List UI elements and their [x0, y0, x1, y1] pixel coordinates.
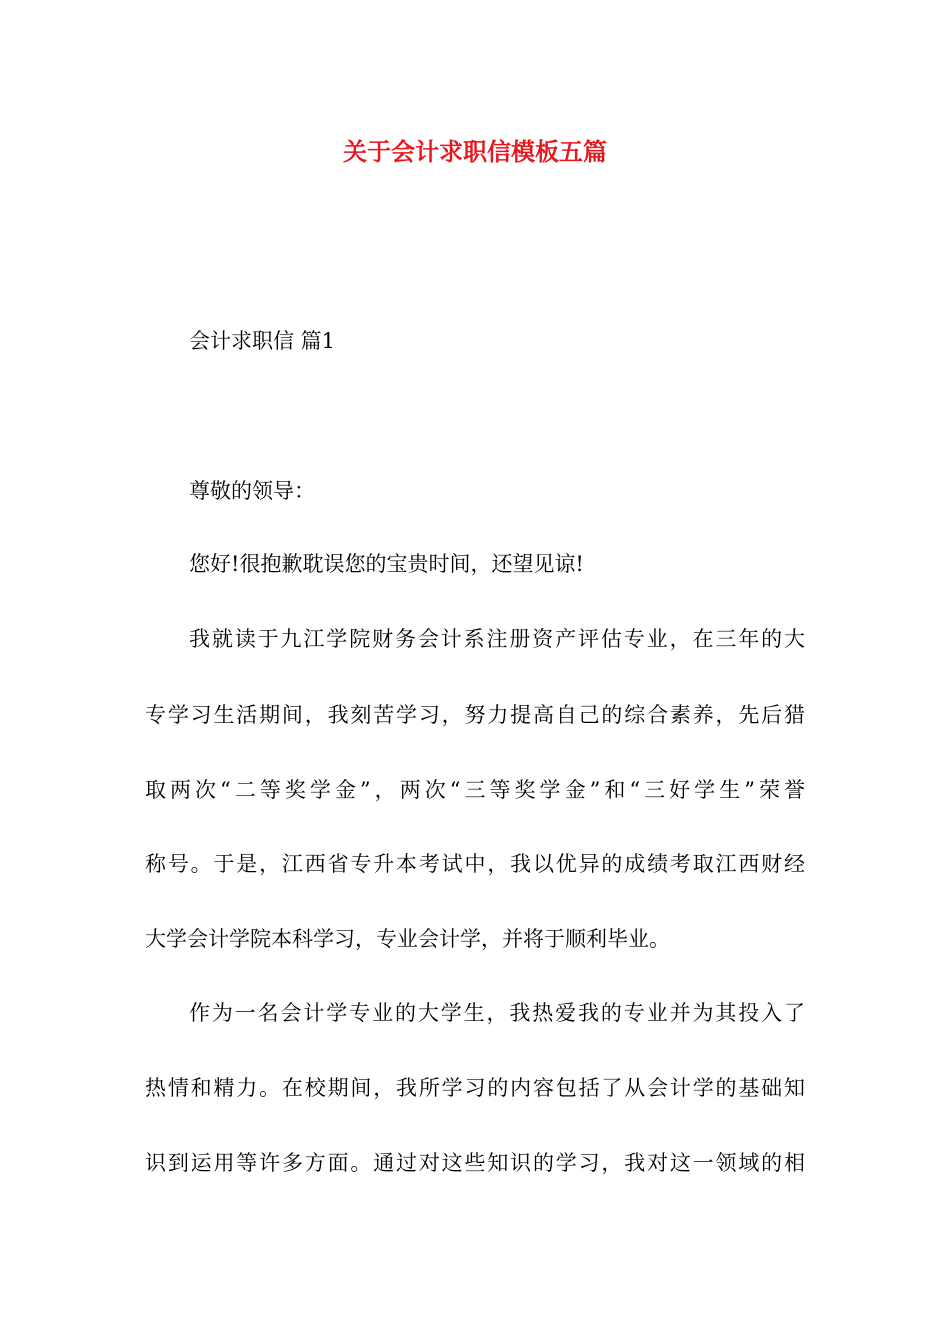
document-title: 关于会计求职信模板五篇 — [343, 137, 607, 166]
paragraph-line: 专学习生活期间，我刻苦学习，努力提高自己的综合素养，先后猎 — [145, 703, 805, 727]
paragraph-line: 称号。于是，江西省专升本考试中，我以优异的成绩考取江西财经 — [145, 852, 805, 876]
paragraph-line: 热情和精力。在校期间，我所学习的内容包括了从会计学的基础知 — [145, 1076, 805, 1100]
paragraph-line: 取两次“二等奖学金”，两次“三等奖学金”和“三好学生”荣誉 — [145, 778, 805, 802]
paragraph-line: 识到运用等许多方面。通过对这些知识的学习，我对这一领域的相 — [145, 1151, 805, 1175]
salutation: 尊敬的领导： — [189, 479, 315, 503]
paragraph-line: 大学会计学院本科学习，专业会计学，并将于顺利毕业。 — [145, 927, 670, 951]
paragraph-line: 作为一名会计学专业的大学生，我热爱我的专业并为其投入了 — [189, 1001, 805, 1025]
section-heading: 会计求职信 篇1 — [189, 329, 336, 353]
paragraph-line: 您好!很抱歉耽误您的宝贵时间，还望见谅! — [189, 552, 584, 576]
paragraph-line: 我就读于九江学院财务会计系注册资产评估专业，在三年的大 — [189, 627, 805, 651]
